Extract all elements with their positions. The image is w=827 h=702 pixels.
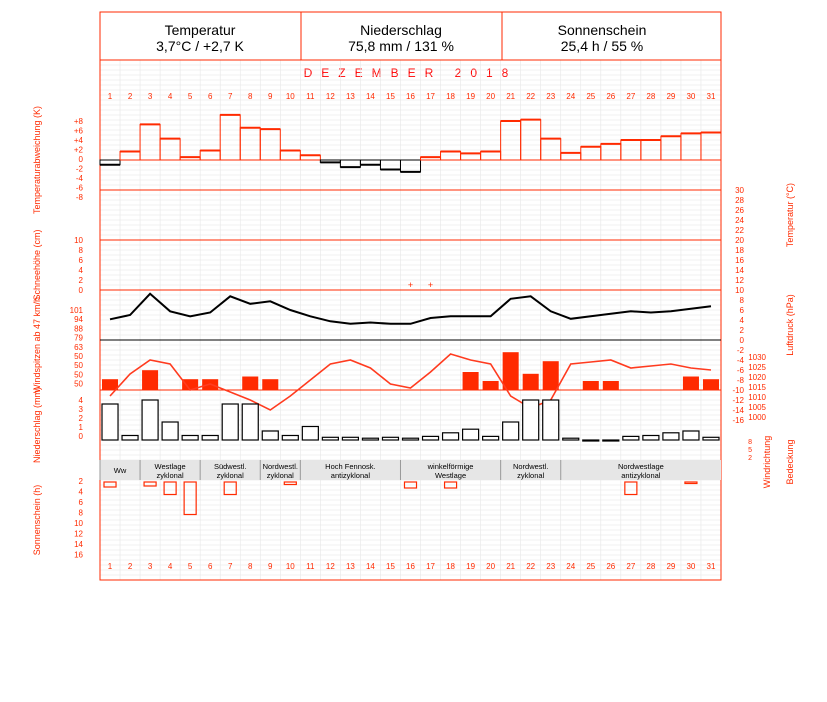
day-label-bottom: 30 — [686, 562, 696, 571]
day-label-top: 22 — [526, 92, 536, 101]
weather-type-label: Westlage — [434, 471, 467, 480]
weather-type-label: Ww — [113, 466, 127, 475]
sunshine-tick: 6 — [78, 498, 83, 507]
wind-gusts-tick: 79 — [74, 333, 83, 343]
temp-anomaly-bar — [120, 151, 140, 160]
temperature-tick: 18 — [735, 246, 744, 255]
day-label-bottom: 12 — [325, 562, 335, 571]
sunshine-bar — [625, 482, 637, 495]
temperature-tick: -8 — [736, 376, 744, 385]
wind-gusts-tick: 50 — [74, 379, 83, 389]
wind-gust-bar — [503, 352, 519, 390]
day-label-bottom: 13 — [345, 562, 355, 571]
wind-gust-bar — [703, 379, 719, 390]
day-label-top: 28 — [646, 92, 656, 101]
pressure-tick: 1005 — [748, 403, 766, 412]
temp-anomaly-tick: -8 — [75, 193, 83, 202]
sunshine-bar — [224, 482, 236, 495]
temp-anomaly-bar — [581, 147, 601, 160]
weather-type-label: zyklonal — [216, 471, 244, 480]
wind-gust-bar — [543, 361, 559, 390]
day-label-bottom: 15 — [386, 562, 395, 571]
day-label-bottom: 22 — [526, 562, 536, 571]
day-label-top: 4 — [167, 92, 173, 101]
precipitation-bar — [322, 437, 338, 440]
weather-type-label: Nordwestl. — [262, 462, 299, 471]
temp-anomaly-tick: +8 — [73, 117, 83, 126]
sunshine-tick: 16 — [74, 550, 83, 560]
temp-anomaly-bar — [501, 121, 521, 160]
temp-anomaly-bar — [340, 160, 360, 167]
day-label-top: 6 — [207, 92, 213, 101]
sunshine-bar — [104, 482, 116, 487]
precipitation-bar — [463, 429, 479, 440]
temp-anomaly-tick: -4 — [75, 174, 83, 183]
temp-anomaly-axis-title: Temperaturabweichung (K) — [32, 105, 42, 215]
precipitation-bar — [683, 431, 699, 440]
weather-type-label: antizyklonal — [330, 471, 371, 480]
temp-anomaly-tick: -6 — [75, 183, 83, 193]
day-label-top: 21 — [506, 92, 516, 101]
snow-depth-tick: 10 — [74, 236, 83, 245]
day-label-top: 16 — [406, 92, 415, 101]
day-label-top: 11 — [306, 92, 315, 101]
grid — [100, 60, 721, 580]
temperature-series — [100, 115, 721, 324]
precipitation-bar — [603, 440, 619, 441]
precipitation-bar — [102, 404, 118, 440]
precipitation-bar — [342, 437, 358, 440]
temperature-tick: -12 — [732, 396, 744, 405]
weather-type-label: zyklonal — [156, 471, 184, 480]
day-label-bottom: 23 — [546, 562, 556, 571]
pressure-tick: 1030 — [748, 353, 766, 362]
day-label-bottom: 11 — [306, 562, 315, 571]
day-label-bottom: 29 — [666, 562, 676, 571]
temp-anomaly-tick: -2 — [75, 164, 83, 174]
weather-type-label: zyklonal — [266, 471, 294, 480]
day-label-bottom: 8 — [248, 562, 253, 571]
wind-gust-bar — [262, 379, 278, 390]
pressure-tick: 1020 — [748, 373, 766, 382]
day-label-top: 29 — [666, 92, 676, 101]
temp-anomaly-bar — [541, 139, 561, 160]
day-label-top: 17 — [426, 92, 435, 101]
precipitation-bar — [523, 400, 539, 440]
precipitation-bar — [543, 400, 559, 440]
weather-type-label: antizyklonal — [621, 471, 661, 480]
day-label-bottom: 3 — [147, 562, 153, 571]
temperature-tick: 30 — [735, 186, 744, 195]
pressure-tick: 1000 — [748, 413, 766, 422]
day-label-top: 3 — [147, 92, 153, 101]
temperature-tick: 10 — [735, 286, 744, 295]
day-label-bottom: 21 — [506, 562, 516, 571]
snow-marker: + — [407, 280, 414, 290]
day-label-top: 25 — [586, 92, 596, 101]
weather-type-label: winkelförmige — [427, 462, 474, 471]
temperature-axis-title: Temperatur (°C) — [785, 182, 795, 248]
weather-types — [100, 460, 721, 480]
precipitation-title: Niederschlag — [360, 22, 442, 38]
temp-anomaly-bar — [220, 115, 240, 160]
temperature-tick: 28 — [735, 196, 744, 205]
temperature-tick: -16 — [732, 416, 744, 425]
day-label-bottom: 31 — [706, 562, 716, 571]
sunshine-tick: 8 — [78, 508, 83, 518]
pressure-tick: 1025 — [748, 363, 766, 372]
day-label-top: 8 — [248, 92, 253, 101]
wind-gusts-tick: 50 — [74, 352, 83, 361]
precipitation-value: 75,8 mm / 131 % — [348, 38, 454, 54]
wind-gusts-tick: 88 — [74, 324, 83, 334]
day-label-bottom: 27 — [626, 562, 636, 571]
wind-direction-axis-title: Windrichtung — [762, 435, 772, 489]
day-label-top: 7 — [227, 92, 233, 101]
precipitation-bar — [443, 433, 459, 440]
precipitation-tick: 0 — [78, 432, 83, 441]
temperature-tick: 14 — [735, 266, 744, 275]
wind-gust-bar — [583, 381, 599, 390]
wind-gusts-tick: 101 — [69, 306, 83, 315]
wind-gust-bar — [142, 370, 158, 390]
precipitation-bar — [162, 422, 178, 440]
precipitation-bar — [583, 440, 599, 441]
wind-gust-bar — [683, 377, 699, 391]
sunshine-tick: 14 — [74, 540, 83, 549]
snow-depth-tick: 8 — [78, 246, 83, 255]
day-label-bottom: 1 — [107, 562, 113, 571]
precipitation-bar — [382, 437, 398, 440]
precipitation-bar — [483, 436, 499, 440]
sunshine-bar — [685, 482, 697, 484]
wind-series — [102, 352, 719, 410]
day-label-bottom: 25 — [586, 562, 596, 571]
snow-marker: + — [427, 280, 434, 290]
temperature-tick: -14 — [732, 406, 744, 415]
wind-gusts-axis-title: Windspitzen ab 47 km/h — [32, 296, 42, 394]
sunshine-bar — [164, 482, 176, 495]
snow-depth-tick: 2 — [78, 276, 83, 285]
day-label-bottom: 24 — [566, 562, 576, 571]
temperature-tick: -4 — [736, 356, 744, 365]
precipitation-tick: 3 — [78, 405, 83, 414]
snow-depth-tick: 4 — [78, 266, 83, 275]
pressure-tick: 1010 — [748, 393, 766, 402]
temp-anomaly-bar — [260, 129, 280, 160]
temperature-tick: 12 — [735, 276, 744, 285]
sunshine-tick: 12 — [74, 529, 83, 539]
precipitation-bar — [402, 438, 418, 440]
temperature-tick: 16 — [735, 256, 744, 265]
wind-gust-bar — [463, 372, 479, 390]
precipitation-bar — [182, 436, 198, 441]
sunshine-bar — [184, 482, 196, 515]
temperature-tick: -2 — [736, 346, 744, 355]
precipitation-bar — [563, 438, 579, 440]
day-label-top: 27 — [626, 92, 636, 101]
snow-depth-tick: 0 — [78, 286, 83, 295]
sunshine-bar — [284, 482, 296, 485]
wind-bf-tick: 8 — [748, 439, 752, 446]
day-label-bottom: 14 — [365, 562, 375, 571]
cloud-cover-axis-title: Bedeckung — [785, 439, 795, 485]
wind-gusts-tick: 63 — [74, 342, 83, 352]
sunshine-tick: 4 — [78, 487, 83, 497]
day-label-bottom: 9 — [268, 562, 273, 571]
wind-gust-bar — [523, 374, 539, 390]
wind-gust-bar — [242, 377, 258, 391]
precipitation-tick: 1 — [78, 423, 83, 432]
day-label-top: 15 — [386, 92, 395, 101]
precipitation-bar — [643, 436, 659, 441]
precipitation-bar — [663, 433, 679, 440]
sunshine-axis-title: Sonnenschein (h) — [32, 484, 42, 556]
precipitation-bar — [703, 437, 719, 440]
temp-anomaly-bar — [441, 151, 461, 160]
wind-bf-tick: 2 — [748, 455, 752, 462]
sunshine-title: Sonnenschein — [557, 22, 647, 38]
day-label-top: 19 — [466, 92, 476, 101]
temp-anomaly-bar — [601, 144, 621, 160]
day-label-bottom: 4 — [167, 562, 173, 571]
axis-labels — [32, 92, 795, 571]
day-label-top: 9 — [268, 92, 273, 101]
weather-type-label: Westlage — [154, 462, 186, 471]
temp-anomaly-tick: +2 — [73, 145, 83, 155]
day-label-top: 26 — [606, 92, 616, 101]
precipitation-axis-title: Niederschlag (mm) — [32, 386, 42, 464]
precipitation-tick: 4 — [78, 396, 83, 405]
temp-anomaly-tick: +6 — [73, 126, 83, 136]
day-label-bottom: 20 — [486, 562, 496, 571]
day-label-top: 14 — [365, 92, 375, 101]
weather-type-label: Nordwestl. — [512, 462, 549, 471]
day-label-bottom: 26 — [606, 562, 616, 571]
sunshine-tick: 10 — [74, 519, 83, 528]
day-label-top: 12 — [325, 92, 335, 101]
temp-anomaly-bar — [681, 133, 701, 160]
temperature-tick: 2 — [739, 326, 744, 335]
snow-depth-tick: 6 — [78, 256, 83, 265]
temperature-tick: 0 — [739, 336, 744, 345]
precipitation-bar — [302, 427, 318, 441]
precipitation-bar — [222, 404, 238, 440]
temperature-tick: 4 — [739, 316, 744, 325]
sunshine-value: 25,4 h / 55 % — [560, 38, 644, 54]
pressure-axis-title: Luftdruck (hPa) — [785, 294, 795, 356]
day-label-bottom: 19 — [466, 562, 476, 571]
day-label-top: 20 — [486, 92, 496, 101]
temp-anomaly-bar — [561, 153, 581, 160]
weather-type-label: Hoch Fennosk. — [325, 462, 376, 471]
temperature-tick: 20 — [735, 236, 744, 245]
precipitation-bar — [282, 436, 298, 441]
temperature-tick: 22 — [735, 226, 744, 235]
sunshine-tick: 2 — [78, 477, 83, 486]
day-label-bottom: 10 — [285, 562, 295, 571]
pressure-tick: 1015 — [748, 383, 766, 392]
day-label-bottom: 17 — [426, 562, 435, 571]
day-label-top: 13 — [345, 92, 355, 101]
temp-anomaly-bar — [481, 151, 501, 160]
temp-anomaly-bar — [701, 132, 721, 160]
wind-gusts-tick: 94 — [74, 315, 83, 325]
wind-gust-bar — [483, 381, 499, 390]
precipitation-bar — [503, 422, 519, 440]
weather-type-label: Südwestl. — [213, 462, 247, 471]
precipitation-bar — [362, 438, 378, 440]
temperature-title: Temperatur — [164, 22, 236, 38]
precipitation-bar — [202, 436, 218, 441]
day-label-bottom: 28 — [646, 562, 656, 571]
day-label-top: 1 — [107, 92, 113, 101]
day-label-top: 30 — [686, 92, 696, 101]
wind-gust-bar — [603, 381, 619, 390]
wind-bf-tick: 5 — [748, 447, 752, 454]
temperature-tick: -6 — [736, 366, 744, 375]
precipitation-bar — [623, 436, 639, 440]
day-label-bottom: 7 — [227, 562, 233, 571]
day-label-bottom: 16 — [406, 562, 415, 571]
temp-anomaly-bar — [160, 139, 180, 160]
precipitation-bar — [142, 400, 158, 440]
day-label-bottom: 18 — [446, 562, 456, 571]
temperature-value: 3,7°C / +2,7 K — [156, 38, 244, 54]
day-label-top: 31 — [706, 92, 716, 101]
precipitation-bar — [423, 436, 439, 440]
precipitation-bar — [242, 404, 258, 440]
temperature-tick: 24 — [735, 216, 744, 225]
precipitation-bar — [122, 436, 138, 441]
temperature-tick: 6 — [739, 306, 744, 315]
snow-depth-axis-title: Schneehöhe (cm) — [32, 229, 42, 301]
wind-gust-bar — [102, 379, 118, 390]
precipitation-tick: 2 — [78, 414, 83, 423]
day-label-bottom: 2 — [127, 562, 133, 571]
wind-gusts-tick: 50 — [74, 370, 83, 380]
wind-gusts-tick: 50 — [74, 361, 83, 371]
day-label-top: 23 — [546, 92, 556, 101]
temperature-tick: 8 — [739, 296, 744, 305]
day-label-top: 10 — [285, 92, 295, 101]
day-label-bottom: 6 — [207, 562, 213, 571]
temp-anomaly-tick: +4 — [73, 136, 83, 145]
sunshine-bar — [144, 482, 156, 486]
day-label-top: 24 — [566, 92, 576, 101]
precipitation-bar — [262, 431, 278, 440]
temperature-tick: 26 — [735, 206, 744, 215]
day-label-top: 5 — [187, 92, 193, 101]
weather-type-label: Nordwestlage — [617, 462, 664, 471]
day-label-top: 18 — [446, 92, 456, 101]
day-label-top: 2 — [127, 92, 133, 101]
weather-type-label: zyklonal — [517, 471, 545, 480]
temp-anomaly-tick: 0 — [78, 155, 83, 164]
month-title: DEZEMBER 2018 — [303, 66, 518, 80]
day-label-bottom: 5 — [187, 562, 193, 571]
temperature-tick: -10 — [732, 386, 744, 395]
